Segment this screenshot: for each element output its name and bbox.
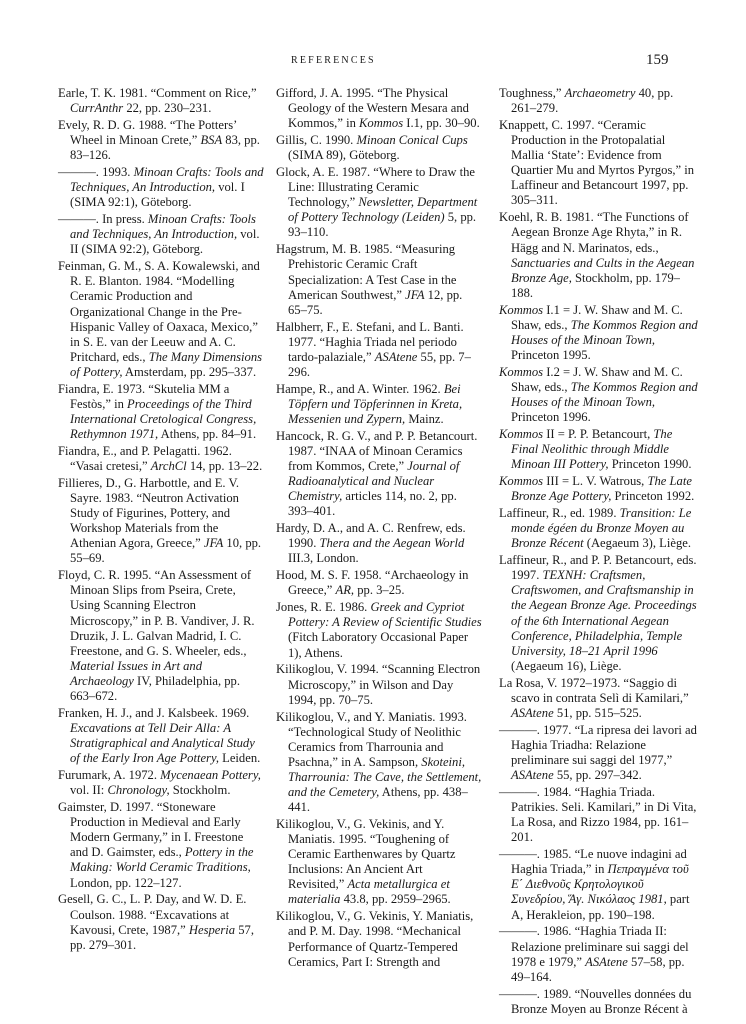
reference-text: Hampe, R., and A. Winter. 1962.: [276, 381, 444, 396]
reference-text: Princeton 1996.: [511, 410, 591, 425]
reference-entry: [499, 924, 699, 984]
italic-title: Mycenaean Pottery,: [160, 768, 261, 783]
reference-text: Knappett, C. 1997. “Ceramic Production in the Protopalatial Mallia ‘State’: Evidence from Quartier Mu and Myrtos Pyrgos,” in Laffineur and Betancourt 1997, pp. 305–311.: [499, 117, 695, 208]
reference-text: (Fitch Laboratory Occasional Paper 1), Athens.: [288, 630, 469, 660]
reference-text: ———. 1989. “Nouvelles données du Bronze Moyen au Bronze Récent à: [499, 986, 692, 1016]
reference-entry: [499, 987, 699, 1017]
reference-text: 57, pp. 279–301.: [70, 922, 254, 952]
reference-entry: [499, 847, 699, 922]
reference-text: 10, pp. 55–69.: [70, 536, 262, 566]
reference-entry: [58, 259, 264, 380]
reference-text: Toughness,”: [499, 86, 565, 100]
italic-title: Pottery in the Making: World Ceramic Traditions,: [70, 845, 254, 875]
reference-text: part A, Herakleion, pp. 190–198.: [511, 892, 690, 922]
reference-text: Halbherr, F., E. Stefani, and L. Banti. 1977. “Haghia Triada nel periodo tardo-palaziale,”: [276, 319, 464, 364]
italic-title: Journal of Radioanalytical and Nuclear Chemistry,: [288, 459, 460, 504]
reference-text: Hood, M. S. F. 1958. “Archaeology in Greece,”: [276, 568, 469, 598]
reference-text: Leiden.: [219, 751, 261, 766]
reference-entry: [499, 474, 699, 504]
reference-text: 51, pp. 515–525.: [553, 705, 642, 720]
reference-text: Gesell, G. C., L. P. Day, and W. D. E. Coulson. 1988. “Excavations at Kavousi, Crete, 1987,”: [58, 892, 247, 937]
italic-title: ASAtene: [511, 768, 554, 783]
reference-text: Gifford, J. A. 1995. “The Physical Geology of the Western Mesara and Kommos,” in: [276, 86, 469, 131]
reference-entry: [499, 118, 699, 209]
italic-title: CurrAnthr: [70, 101, 124, 116]
reference-text: Kilikoglou, V., G. Vekinis, and Y. Maniatis. 1995. “Toughening of Ceramic Earthenwares by Quartz Inclusions: An Ancient Art Revisited,”: [276, 816, 456, 892]
reference-text: ———. 1986. “Haghia Triada II: Relazione preliminare sui saggi del 1978 e 1979,”: [499, 924, 689, 969]
reference-text: ———. 1977. “La ripresa dei lavori ad Haghia Triadha: Relazione preliminare sui saggi del 1977,”: [499, 722, 697, 767]
reference-text: Athens, pp. 438–441.: [288, 784, 468, 815]
reference-text: Glock, A. E. 1987. “Where to Draw the Line: Illustrating Ceramic Technology,”: [276, 165, 475, 210]
reference-text: Laffineur, R., ed. 1989.: [499, 506, 620, 521]
italic-title: ASAtene: [585, 954, 628, 969]
reference-text: Franken, H. J., and J. Kalsbeek. 1969.: [58, 705, 250, 720]
italic-title: Hesperia: [188, 922, 236, 937]
italic-title: Excavations at Tell Deir Alla: A Stratigraphical and Analytical Study of the Early Iron Age Pottery,: [70, 721, 255, 766]
reference-text: 43.8, pp. 2959–2965.: [340, 892, 451, 907]
reference-text: ———. 1985. “Le nuove indagini ad Haghia Triada,” in: [499, 847, 687, 877]
reference-text: Princeton 1992.: [611, 489, 695, 504]
reference-entry: [499, 365, 699, 425]
reference-text: Stockholm, pp. 179–188.: [511, 270, 680, 300]
reference-text: Jones, R. E. 1986.: [276, 600, 371, 615]
reference-text: II = P. P. Betancourt,: [543, 427, 654, 442]
reference-column-2: [276, 86, 482, 972]
reference-entry: [276, 710, 482, 816]
italic-title: ArchCl: [150, 459, 187, 474]
reference-text: Furumark, A. 1972.: [58, 768, 161, 783]
reference-text: Princeton 1995.: [511, 347, 591, 362]
reference-column-3: [499, 86, 699, 1019]
reference-text: Princeton 1990.: [608, 457, 692, 472]
reference-text: 14, pp. 13–22.: [186, 459, 263, 474]
reference-text: Floyd, C. R. 1995. “An Assessment of Minoan Slips from Pseira, Crete, Using Scanning Electron Microscopy,” in P. B. Vandiver, J. R. Druzik, J. L. Galvan Madrid, I. C. Freestone, and G. S. Wheeler, eds.,: [58, 568, 255, 658]
reference-text: I.1, pp. 30–90.: [403, 116, 480, 131]
reference-entry: [499, 676, 699, 721]
reference-entry: [58, 800, 264, 891]
italic-title: Bei Töpfern und Töpferinnen in Kreta, Messenien und Zypern,: [288, 381, 463, 426]
reference-entry: [58, 568, 264, 704]
reference-entry: [499, 723, 699, 783]
reference-text: IV, Philadelphia, pp. 663–672.: [70, 673, 240, 704]
reference-entry: [58, 212, 264, 257]
reference-text: Earle, T. K. 1981. “Comment on Rice,”: [58, 86, 257, 100]
italic-title: Chronology,: [107, 783, 170, 798]
reference-entry: [276, 165, 482, 240]
italic-title: Transition: Le monde égéen du Bronze Moyen au Bronze Récent: [511, 506, 692, 551]
reference-entry: [276, 817, 482, 908]
italic-title: Minoan Crafts: Tools and Techniques, An Introduction,: [70, 165, 264, 195]
reference-text: 22, pp. 230–231.: [123, 101, 212, 116]
reference-entry: [499, 506, 699, 551]
italic-title: Material Issues in Art and Archaeology: [70, 658, 203, 688]
reference-entry: [499, 553, 699, 674]
reference-text: (Aegaeum 16), Liège.: [511, 658, 622, 673]
reference-text: vol. II (SIMA 92:2), Göteborg.: [70, 227, 260, 257]
italic-title: ASAtene: [511, 705, 554, 720]
reference-text: III.3, London.: [288, 551, 359, 566]
reference-entry: [58, 118, 264, 163]
reference-entry: [276, 429, 482, 520]
italic-title: Kommos: [499, 302, 544, 317]
reference-text: Koehl, R. B. 1981. “The Functions of Aegean Bronze Age Rhyta,” in R. Hägg and N. Marinatos, eds.,: [499, 210, 689, 255]
italic-title: Acta metallurgica et materialia: [288, 877, 450, 907]
reference-text: Kilikoglou, V. 1994. “Scanning Electron Microscopy,” in Wilson and Day 1994, pp. 70–75.: [276, 662, 481, 707]
reference-entry: [276, 242, 482, 317]
reference-text: I.1 = J. W. Shaw and M. C. Shaw, eds.,: [511, 302, 683, 332]
reference-text: (SIMA 89), Göteborg.: [288, 148, 400, 163]
reference-text: 12, pp. 65–75.: [288, 287, 463, 317]
italic-title: AR,: [335, 583, 355, 598]
reference-entry: [58, 476, 264, 567]
reference-text: Amsterdam, pp. 295–337.: [122, 364, 257, 379]
reference-text: Stockholm.: [169, 783, 231, 798]
italic-title: Greek and Cypriot Pottery: A Review of Scientific Studies: [288, 600, 482, 630]
reference-text: Kilikoglou, V., G. Vekinis, Y. Maniatis, and P. M. Day. 1998. “Mechanical Performance of Quartz-Tempered Ceramics, Part I: Strength and: [276, 909, 474, 969]
reference-entry: [276, 662, 482, 707]
italic-title: Kommos: [359, 116, 404, 131]
italic-title: The Kommos Region and Houses of the Minoan Town,: [511, 379, 698, 410]
reference-entry: [276, 382, 482, 427]
reference-entry: [58, 444, 264, 474]
italic-title: Thera and the Aegean World: [319, 536, 465, 551]
italic-title: ASAtene: [374, 349, 418, 364]
reference-text: Hancock, R. G. V., and P. P. Betancourt. 1987. “INAA of Minoan Ceramics from Kommos, Crete,”: [276, 428, 478, 474]
reference-text: Fillieres, D., G. Harbottle, and E. V. Sayre. 1983. “Neutron Activation Study of Figurines, Pottery, and Workshop Materials from the Athenian Agora, Greece,”: [58, 475, 240, 551]
reference-text: Gaimster, D. 1997. “Stoneware Production in Medieval and Early Modern Germany,” in I. Freestone and D. Gaimster, eds.,: [58, 800, 244, 860]
reference-entry: [58, 706, 264, 766]
reference-text: Fiandra, E. 1973. “Skutelia MM a Festòs,” in: [58, 381, 230, 411]
reference-text: Fiandra, E., and P. Pelagatti. 1962. “Vasai cretesi,”: [58, 443, 232, 474]
reference-entry: [58, 165, 264, 210]
italic-title: Newsletter, Department of Pottery Technology (Leiden): [288, 195, 478, 225]
italic-title: JFA: [405, 287, 425, 302]
reference-text: Hardy, D. A., and A. C. Renfrew, eds. 1990.: [276, 521, 466, 551]
reference-text: ———. 1984. “Haghia Triada. Patrikies. Seli. Kamilari,” in Di Vita, La Rosa, and Rizzo 1984, pp. 161–201.: [499, 784, 697, 845]
reference-entry: [58, 892, 264, 952]
reference-text: III = L. V. Watrous,: [543, 474, 648, 489]
reference-text: Hagstrum, M. B. 1985. “Measuring Prehistoric Ceramic Craft Specialization: A Test Case in the American Southwest,”: [276, 242, 457, 302]
reference-entry: [276, 133, 482, 163]
reference-text: 5, pp. 93–110.: [288, 210, 477, 240]
reference-text: 57–58, pp. 49–164.: [511, 954, 685, 984]
italic-title: Sanctuaries and Cults in the Aegean Bronze Age,: [511, 255, 695, 285]
reference-text: pp. 3–25.: [354, 583, 405, 598]
reference-entry: [499, 785, 699, 845]
italic-title: The Kommos Region and Houses of the Minoan Town,: [511, 317, 698, 347]
reference-entry: [499, 427, 699, 472]
reference-text: London, pp. 122–127.: [70, 875, 182, 890]
italic-title: The Many Dimensions of Pottery,: [70, 349, 263, 379]
reference-text: 55, pp. 7–296.: [288, 349, 471, 379]
reference-text: Kilikoglou, V., and Y. Maniatis. 1993. “Technological Study of Neolithic Ceramics from Tharrounia and Psachna,” in A. Sampson,: [276, 709, 467, 769]
italic-title: The Final Neolithic through Middle Minoan III Pottery,: [511, 427, 673, 472]
reference-text: (Aegaeum 3), Liège.: [583, 536, 691, 551]
reference-entry: [276, 320, 482, 380]
page-header: [0, 52, 746, 75]
reference-text: 83, pp. 83–126.: [70, 133, 260, 163]
reference-entry: [276, 600, 482, 660]
italic-title: The Late Bronze Age Pottery,: [511, 474, 692, 504]
italic-title: JFA: [203, 536, 224, 551]
reference-text: Laffineur, R., and P. P. Betancourt, eds. 1997.: [499, 553, 697, 583]
reference-entry: [276, 86, 482, 131]
reference-text: Gillis, C. 1990.: [276, 133, 357, 148]
reference-text: Athens, pp. 84–91.: [158, 427, 257, 442]
reference-entry: [58, 382, 264, 442]
reference-entry: [58, 768, 264, 798]
italic-title: Kommos: [499, 474, 544, 489]
reference-text: vol. I (SIMA 92:1), Göteborg.: [70, 180, 245, 210]
running-head: REFERENCES: [291, 55, 376, 66]
reference-text: 40, pp. 261–279.: [511, 86, 674, 116]
page-number: 159: [646, 52, 669, 68]
reference-text: vol. II:: [70, 783, 108, 798]
italic-title: Kommos: [499, 364, 544, 379]
italic-title: Proceedings of the Third International Cretological Congress, Rethymnon 1971,: [70, 396, 257, 442]
reference-text: I.2 = J. W. Shaw and M. C. Shaw, eds.,: [511, 364, 683, 394]
reference-entry: [499, 303, 699, 363]
reference-entry: [499, 86, 699, 116]
italic-title: Minoan Conical Cups: [356, 133, 468, 148]
reference-column-1: [58, 86, 264, 955]
reference-entry: [499, 210, 699, 301]
reference-text: Feinman, G. M., S. A. Kowalewski, and R. E. Blanton. 1984. “Modelling Ceramic Production and Organizational Change in the Pre-Hispanic Valley of Oaxaca, Mexico,” in S. E. van der Leeuw and A. C. Pritchard, eds.,: [58, 259, 260, 364]
reference-text: 55, pp. 297–342.: [553, 768, 642, 783]
reference-text: Mainz.: [405, 411, 444, 426]
italic-title: Minoan Crafts: Tools and Techniques, An Introduction,: [70, 212, 256, 242]
italic-title: Kommos: [499, 427, 544, 442]
reference-text: Evely, R. D. G. 1988. “The Potters’ Wheel in Minoan Crete,”: [58, 117, 237, 148]
reference-entry: [58, 86, 264, 116]
italic-title: Archaeometry: [564, 86, 636, 100]
italic-title: Skoteini, Tharrounia: The Cave, the Settlement, and the Cemetery,: [288, 754, 482, 799]
reference-text: ———. 1993.: [58, 165, 134, 180]
reference-entry: [276, 568, 482, 598]
italic-title: TEXNH: Craftsmen, Craftswomen, and Craftsmanship in the Aegean Bronze Age. Proceedings of the 6th International Aegean Conference, Philadelphia, Temple University, 18–21 April 1996: [511, 568, 697, 658]
italic-title: Πεπραγμένα τοῦ Ε΄ Διεθνοῦς Κρητολογικοῦ Συνεδρίου, Ἅγ. Νικόλαος 1981,: [511, 862, 689, 907]
reference-text: articles 114, no. 2, pp. 393–401.: [288, 489, 457, 519]
reference-entry: [276, 909, 482, 969]
reference-text: ———. In press.: [58, 212, 148, 227]
reference-text: La Rosa, V. 1972–1973. “Saggio di scavo in contrata Selì di Kamilari,”: [499, 675, 689, 705]
italic-title: BSA: [200, 133, 223, 148]
reference-entry: [276, 521, 482, 566]
